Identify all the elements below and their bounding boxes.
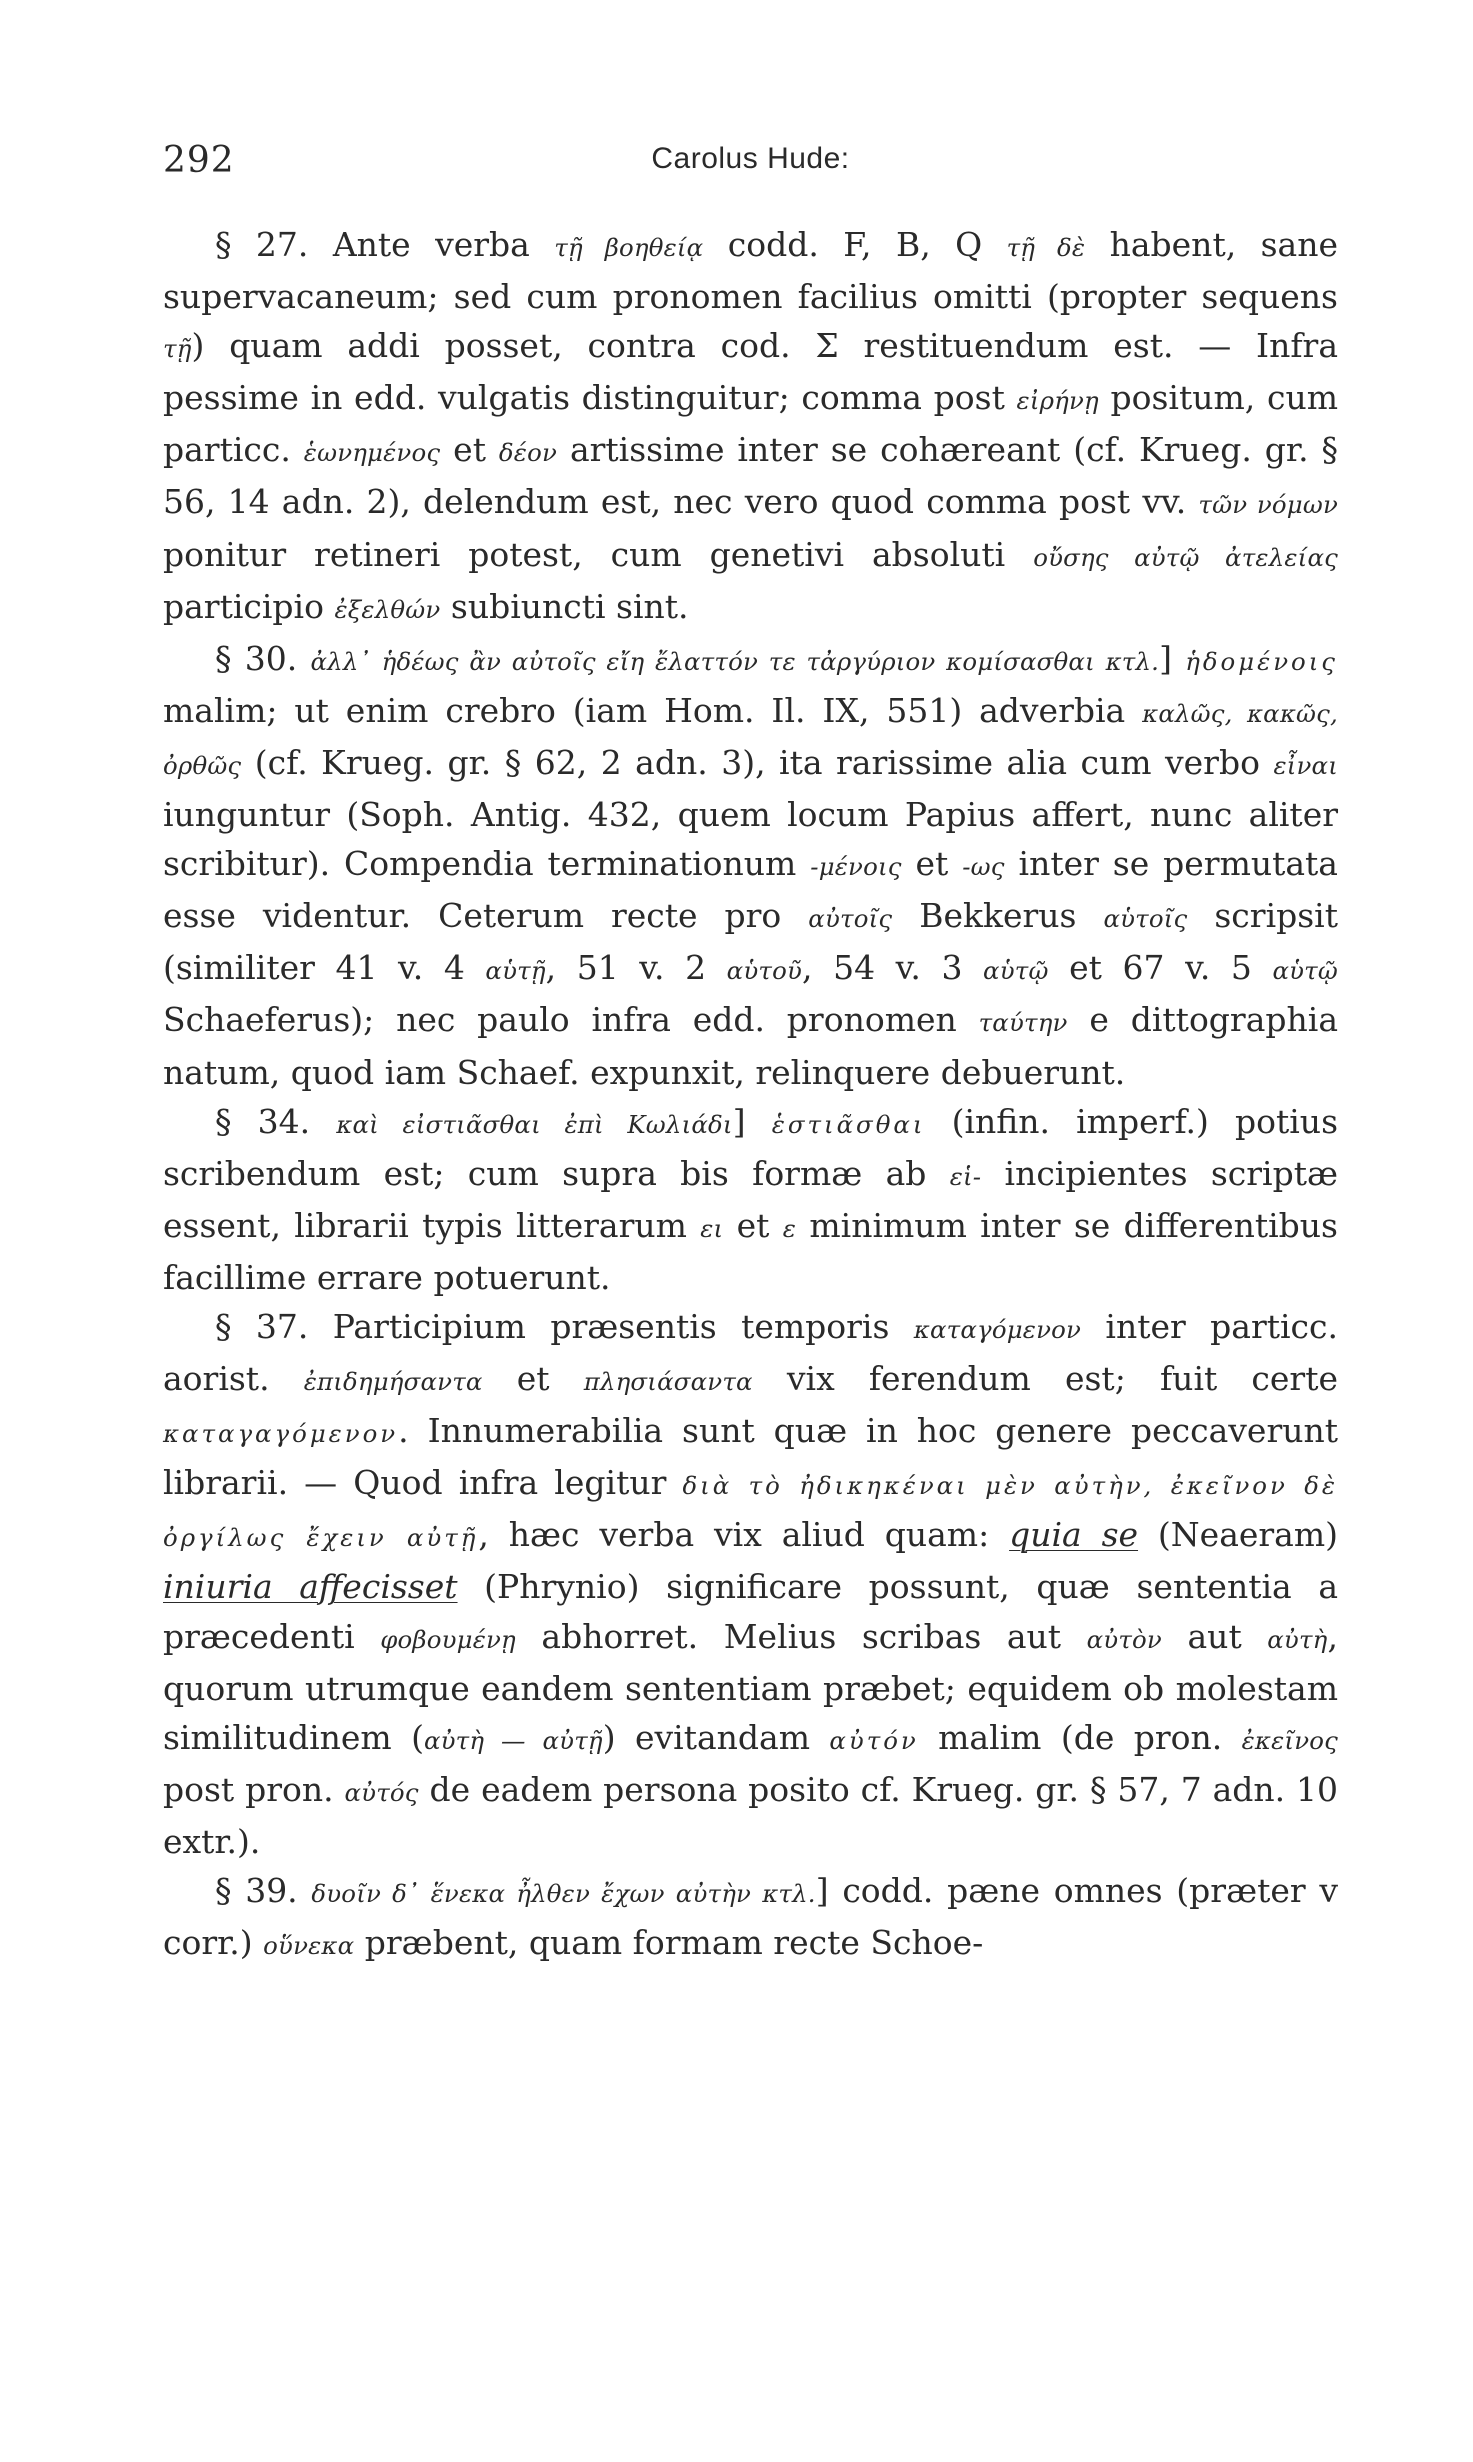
text-run: ) evitandam — [602, 1717, 830, 1757]
greek-quote: αὑτῷ — [1272, 956, 1338, 986]
text-run: malim (de pron. — [918, 1717, 1242, 1757]
greek-quote: καταγόμενον — [913, 1314, 1082, 1344]
greek-quote: αὐτοῖς — [808, 904, 893, 934]
text-run: habent, sane supervacaneum; sed cum pronomen facilius omitti (propter sequens — [163, 225, 1338, 317]
greek-quote: αὑτοῦ — [726, 956, 803, 986]
text-run: et 67 v. 5 — [1048, 948, 1273, 988]
text-run: codd. F, B, Q — [703, 225, 1007, 264]
greek-quote: εἶναι — [1273, 750, 1338, 780]
text-run: § 34. — [215, 1101, 337, 1141]
greek-quote: πλησιάσαντα — [583, 1367, 753, 1397]
text-run: ) quam addi posset, contra cod. Σ restituendum est. — Infra pessime in edd. vulgatis distinguitur; comma post — [163, 326, 1338, 418]
greek-quote: αὑτοῖς — [1103, 904, 1188, 934]
greek-quote: ε — [782, 1213, 797, 1243]
greek-quote: εἱ- — [949, 1161, 982, 1191]
text-run: de eadem persona posito cf. Krueg. gr. § 57, 7 adn. 10 extr.). — [163, 1769, 1338, 1861]
greek-quote: ἐξελθών — [334, 594, 441, 624]
greek-quote: ἐκεῖνος — [1241, 1725, 1338, 1755]
text-run: præbent, quam formam recte Schoe- — [354, 1923, 984, 1963]
text-run: malim; ut enim crebro (iam Hom. Il. IX, 551) adverbia — [163, 690, 1143, 730]
greek-quote: ει — [700, 1213, 724, 1243]
greek-quote: τῇ βοηθείᾳ — [554, 233, 704, 262]
greek-quote: ἑωνημένος — [303, 438, 441, 468]
greek-quote: καλῶς, κακῶς, ὀρθῶς — [163, 698, 1338, 780]
text-run: Bekkerus — [892, 896, 1104, 936]
text-run: participio — [163, 586, 335, 626]
greek-emphasis: καταγαγόμενον — [163, 1419, 399, 1449]
greek-quote: αὑτῇ — [485, 956, 546, 986]
text-run: § 27. Ante verba — [215, 225, 555, 264]
text-run: et — [901, 844, 963, 884]
text-run: (Phrynio) significare possunt, quæ sententia a præcedenti — [163, 1567, 1339, 1656]
text-run: et — [723, 1205, 783, 1245]
text-run: et — [440, 430, 499, 470]
italic-phrase: quia se — [1009, 1515, 1139, 1555]
italic-phrase: iniuria affecisset — [163, 1567, 458, 1607]
text-run: est; cum supra bis formæ ab — [360, 1153, 950, 1193]
paragraph-section-34 — [163, 1097, 1338, 1302]
text-run: § 39. — [215, 1871, 312, 1910]
greek-quote: τῇ — [163, 334, 192, 364]
greek-quote: αὐτὴ — αὐτῇ — [423, 1725, 603, 1755]
greek-quote: -ως — [962, 852, 1005, 882]
text-run: Schaeferus); nec paulo infra edd. pronomen — [163, 1000, 979, 1040]
greek-quote: αὐτὸν — [1086, 1624, 1162, 1654]
paragraph-section-30 — [163, 634, 1338, 1097]
text-run: inter se permutata esse videntur. Ceterum recte pro — [163, 844, 1338, 936]
text-run: scripsit (similiter 41 v. 4 — [163, 896, 1338, 988]
greek-quote: αὑτῷ — [983, 956, 1049, 986]
greek-emphasis: αὐτόν — [829, 1725, 919, 1755]
text-run: § 30. — [215, 638, 311, 678]
text-run: ] — [732, 1101, 772, 1141]
greek-emphasis: ἑστιᾶσθαι — [771, 1109, 926, 1139]
text-run: abhorret. Melius scribas aut — [515, 1616, 1087, 1656]
greek-quote: δέον — [498, 438, 558, 468]
text-run: (infin. imperf.) potius scribendum — [163, 1101, 1338, 1193]
text-run: , 54 v. 3 — [802, 948, 984, 988]
text-run: vix ferendum est; fuit certe — [752, 1359, 1338, 1399]
paragraph-section-39 — [163, 1866, 1338, 1970]
greek-quote: ἐπιδημήσαντα — [303, 1367, 483, 1397]
text-run: subiuncti sint. — [440, 586, 689, 626]
text-run: inter particc. aorist. — [163, 1306, 1338, 1399]
text-run: iunguntur (Soph. Antig. 432, quem locum Papius affert, nunc aliter scribitur). Compendia terminationum — [163, 795, 1338, 884]
greek-quote: οὔσης αὐτῷ ἀτελείας — [1033, 542, 1338, 572]
greek-quote: οὕνεκα — [263, 1931, 355, 1961]
page-number: 292 — [163, 140, 235, 181]
text-run: ] — [1159, 638, 1186, 678]
greek-quote: αὐτός — [344, 1777, 419, 1807]
text-run: , 51 v. 2 — [545, 948, 727, 988]
text-run: (Neaeram) — [1138, 1515, 1339, 1555]
greek-quote: φοβουμένῃ — [380, 1624, 516, 1654]
greek-quote: -μένοις — [810, 852, 902, 882]
text-run: aut — [1161, 1616, 1268, 1656]
paragraph-section-37 — [163, 1302, 1338, 1866]
text-run: § 37. Participium præsentis temporis — [215, 1306, 914, 1346]
text-run: . Innumerabilia sunt quæ in hoc genere peccaverunt librarii. — Quod infra legitur — [163, 1411, 1338, 1503]
greek-emphasis: διὰ τὸ ἠδικηκέναι μὲν αὐτὴν, ἐκεῖνον δὲ ὀργίλως ἔχειν αὐτῇ — [163, 1471, 1339, 1553]
greek-quote: δυοῖν δ᾽ ἕνεκα ἦλθεν ἔχων αὐτὴν κτλ. — [311, 1879, 816, 1908]
text-run: incipientes scriptæ essent, librarii typis litterarum — [163, 1153, 1338, 1245]
greek-quote: τῇ δὲ — [1006, 233, 1086, 262]
greek-quote: ἀλλ᾽ ἡδέως ἂν αὐτοῖς εἴη ἔλαττόν τε τἀργύριον κομίσασθαι κτλ. — [310, 646, 1160, 676]
greek-quote: ταύτην — [978, 1008, 1068, 1038]
text-run: artissime inter se cohæreant (cf. Krueg. gr. § 56, 14 adn. 2), delendum est, nec vero quod comma post vv. — [163, 430, 1338, 522]
text-run: ] codd. pæne omnes (præter v corr.) — [163, 1871, 1338, 1963]
running-head — [163, 140, 1338, 184]
text-run: et — [482, 1359, 584, 1399]
text-run: minimum inter se differentibus facillime errare potuerunt. — [163, 1205, 1338, 1297]
text-run: post pron. — [163, 1769, 345, 1809]
text-run: (cf. Krueg. gr. § 62, 2 adn. 3), ita rarissime alia cum verbo — [241, 742, 1274, 782]
greek-quote: τῶν νόμων — [1198, 490, 1338, 520]
commentary-text — [163, 220, 1338, 1970]
greek-emphasis: ἡδομένοις — [1185, 646, 1338, 676]
greek-quote: εἰρήνῃ — [1016, 386, 1099, 416]
greek-quote: καὶ εἰστιᾶσθαι ἐπὶ Κωλιάδι — [336, 1109, 733, 1139]
text-run: e dittographia natum, quod iam Schaef. expunxit, relinquere debuerunt. — [163, 1000, 1338, 1092]
running-title: Carolus Hude: — [651, 142, 850, 175]
paragraph-section-27 — [163, 220, 1338, 634]
text-run: , quorum utrumque eandem sententiam præbet; equidem ob molestam similitudinem ( — [163, 1616, 1338, 1757]
text-run: ponitur retineri potest, cum genetivi absoluti — [163, 534, 1034, 574]
greek-quote: αὐτὴ — [1267, 1624, 1328, 1654]
text-run: positum, cum particc. — [163, 378, 1338, 470]
text-run: , hæc verba vix aliud quam: — [478, 1515, 1010, 1555]
